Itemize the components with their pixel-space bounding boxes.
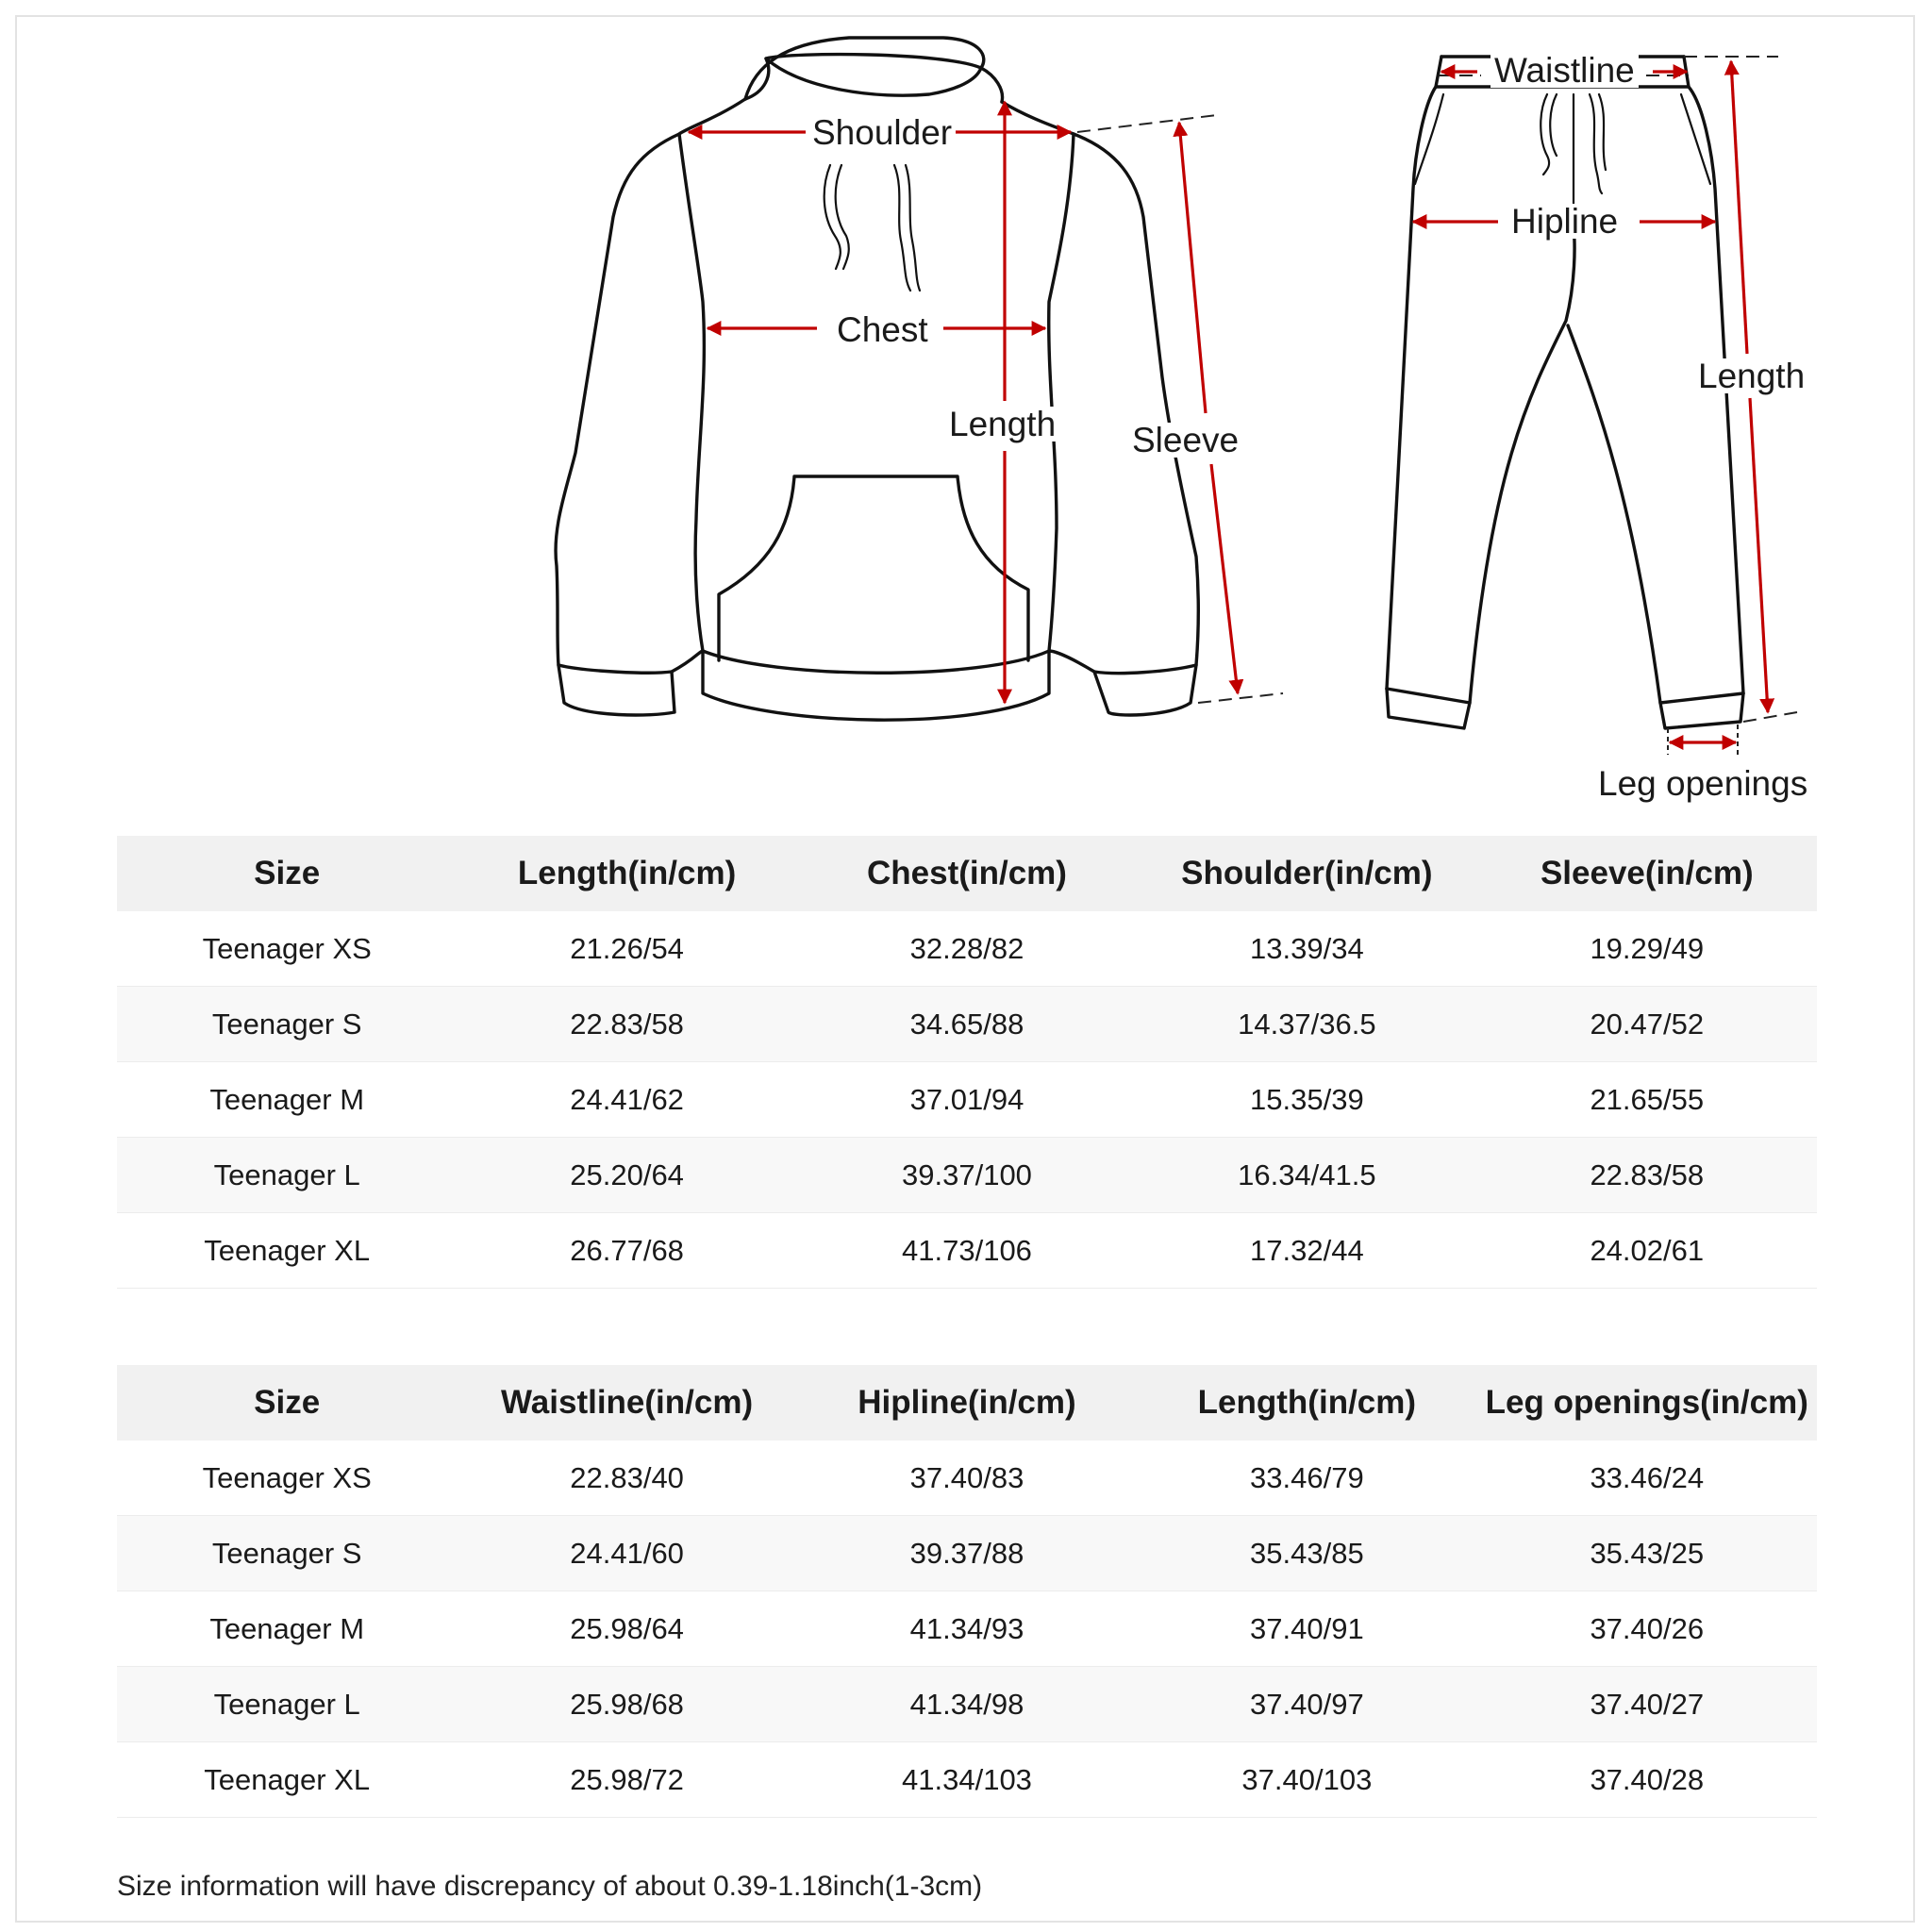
column-header: Length(in/cm) [457,836,796,911]
table-cell: 41.34/98 [797,1667,1137,1742]
table-cell: Teenager L [117,1138,457,1213]
table-cell: 39.37/88 [797,1516,1137,1591]
table-cell: 25.98/64 [457,1591,796,1667]
table-row [117,1742,1817,1818]
column-header: Length(in/cm) [1137,1365,1476,1441]
table-cell: 41.73/106 [797,1213,1137,1289]
column-header: Sleeve(in/cm) [1477,836,1817,911]
pants-size-table [117,1365,1817,1818]
table-cell: 26.77/68 [457,1213,796,1289]
table-row [117,1591,1817,1667]
table-row [117,1441,1817,1516]
column-header: Waistline(in/cm) [457,1365,796,1441]
table-cell: 41.34/103 [797,1742,1137,1818]
table-cell: 25.98/68 [457,1667,796,1742]
table-row [117,1138,1817,1213]
table-cell: 35.43/25 [1477,1516,1817,1591]
hoodie-size-table [117,836,1817,1289]
table-cell: 20.47/52 [1477,987,1817,1062]
table-cell: Teenager S [117,1516,457,1591]
table-cell: Teenager L [117,1667,457,1742]
table-cell: 14.37/36.5 [1137,987,1476,1062]
shoulder-label: Shoulder [808,115,956,150]
table-cell: 33.46/79 [1137,1441,1476,1516]
table-cell: 34.65/88 [797,987,1137,1062]
table-row [117,987,1817,1062]
table-cell: 33.46/24 [1477,1441,1817,1516]
table-cell: Teenager XL [117,1742,457,1818]
table-cell: 24.41/60 [457,1516,796,1591]
table-header-row [117,1365,1817,1441]
column-header: Size [117,836,457,911]
table-cell: 15.35/39 [1137,1062,1476,1138]
table-cell: 22.83/58 [1477,1138,1817,1213]
table-cell: 37.01/94 [797,1062,1137,1138]
column-header: Leg openings(in/cm) [1477,1365,1817,1441]
column-header: Chest(in/cm) [797,836,1137,911]
pants-outline [1387,57,1743,728]
table-row [117,1667,1817,1742]
table-cell: 41.34/93 [797,1591,1137,1667]
pants-length-label: Length [1694,358,1808,393]
table-cell: 22.83/40 [457,1441,796,1516]
size-discrepancy-note: Size information will have discrepancy of about 0.39-1.18inch(1-3cm) [117,1871,983,1902]
table-row [117,1213,1817,1289]
table-cell: 16.34/41.5 [1137,1138,1476,1213]
leg-openings-label: Leg openings [1594,766,1811,801]
table-cell: 35.43/85 [1137,1516,1476,1591]
table-cell: 37.40/27 [1477,1667,1817,1742]
waistline-label: Waistline [1491,53,1639,88]
table-cell: Teenager XL [117,1213,457,1289]
table-cell: Teenager M [117,1062,457,1138]
table-cell: Teenager XS [117,1441,457,1516]
table-cell: 24.41/62 [457,1062,796,1138]
table-cell: Teenager M [117,1591,457,1667]
column-header: Size [117,1365,457,1441]
table-cell: 32.28/82 [797,911,1137,987]
table-cell: 13.39/34 [1137,911,1476,987]
table-cell: 21.65/55 [1477,1062,1817,1138]
sleeve-label: Sleeve [1128,423,1242,458]
table-cell: 25.20/64 [457,1138,796,1213]
table-cell: 37.40/83 [797,1441,1137,1516]
table-cell: 24.02/61 [1477,1213,1817,1289]
table-header-row [117,836,1817,911]
chest-label: Chest [833,312,932,347]
table-cell: Teenager XS [117,911,457,987]
table-cell: 22.83/58 [457,987,796,1062]
table-cell: 25.98/72 [457,1742,796,1818]
table-cell: 39.37/100 [797,1138,1137,1213]
table-cell: 17.32/44 [1137,1213,1476,1289]
column-header: Hipline(in/cm) [797,1365,1137,1441]
table-cell: 37.40/97 [1137,1667,1476,1742]
size-diagram [0,0,1932,821]
table-cell: 37.40/28 [1477,1742,1817,1818]
table-cell: 37.40/26 [1477,1591,1817,1667]
hipline-label: Hipline [1507,204,1622,239]
table-row [117,1516,1817,1591]
column-header: Shoulder(in/cm) [1137,836,1476,911]
table-cell: 37.40/91 [1137,1591,1476,1667]
table-row [117,911,1817,987]
table-cell: 19.29/49 [1477,911,1817,987]
hoodie-length-label: Length [945,407,1059,441]
table-cell: 21.26/54 [457,911,796,987]
table-cell: Teenager S [117,987,457,1062]
table-cell: 37.40/103 [1137,1742,1476,1818]
table-row [117,1062,1817,1138]
